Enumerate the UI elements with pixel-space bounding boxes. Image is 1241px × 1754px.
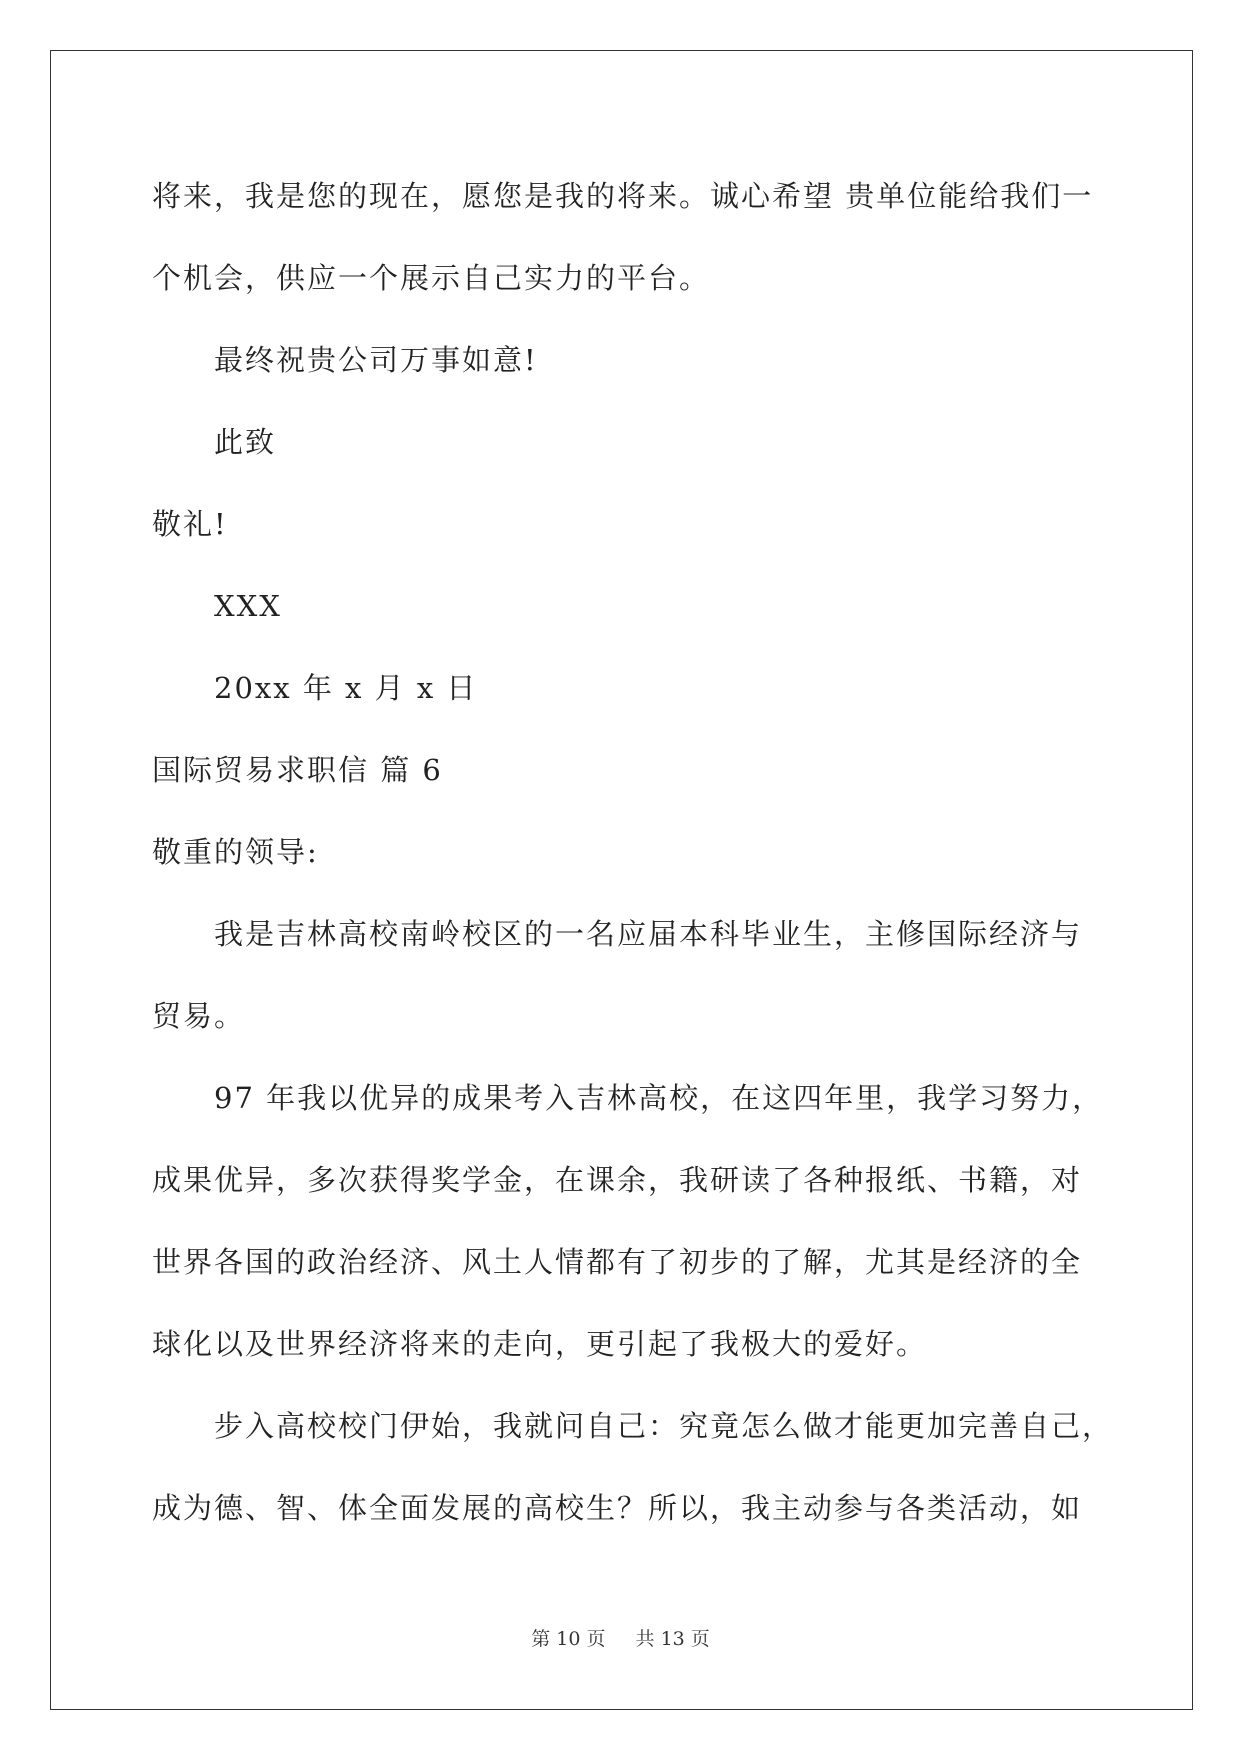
text-line-13: 成果优异，多次获得奖学金，在课余，我研读了各种报纸、书籍，对 <box>152 1163 1083 1197</box>
text-line-11: 贸易。 <box>152 999 246 1033</box>
text-line-16: 步入高校校门伊始，我就问自己：究竟怎么做才能更加完善自己， <box>214 1409 1114 1443</box>
text-line-12: 97 年我以优异的成果考入吉林高校，在这四年里，我学习努力， <box>214 1081 1104 1115</box>
signature-name: XXX <box>214 589 282 623</box>
text-line-10: 我是吉林高校南岭校区的一名应届本科毕业生，主修国际经济与 <box>214 917 1083 951</box>
text-line-15: 球化以及世界经济将来的走向，更引起了我极大的爱好。 <box>152 1327 928 1361</box>
page-footer <box>0 1624 1241 1651</box>
document-body <box>152 160 1114 1554</box>
text-line-14: 世界各国的政治经济、风土人情都有了初步的了解，尤其是经济的全 <box>152 1245 1083 1279</box>
page-number: 第 10 页 <box>531 1628 606 1650</box>
text-line-17: 成为德、智、体全面发展的高校生？所以，我主动参与各类活动，如 <box>152 1491 1083 1525</box>
greeting: 敬重的领导: <box>152 835 319 869</box>
page-total: 共 13 页 <box>635 1628 710 1650</box>
signature-date: 20xx 年 x 月 x 日 <box>214 671 478 705</box>
salutation-jing-li: 敬礼! <box>152 507 228 541</box>
closing-wish: 最终祝贵公司万事如意! <box>214 343 538 377</box>
text-line-2: 个机会，供应一个展示自己实力的平台。 <box>152 261 711 295</box>
text-line-1: 将来，我是您的现在，愿您是我的将来。诚心希望 贵单位能给我们一 <box>152 179 1094 213</box>
section-title: 国际贸易求职信 篇 6 <box>152 753 443 787</box>
salutation-ci-zhi: 此致 <box>214 425 277 459</box>
